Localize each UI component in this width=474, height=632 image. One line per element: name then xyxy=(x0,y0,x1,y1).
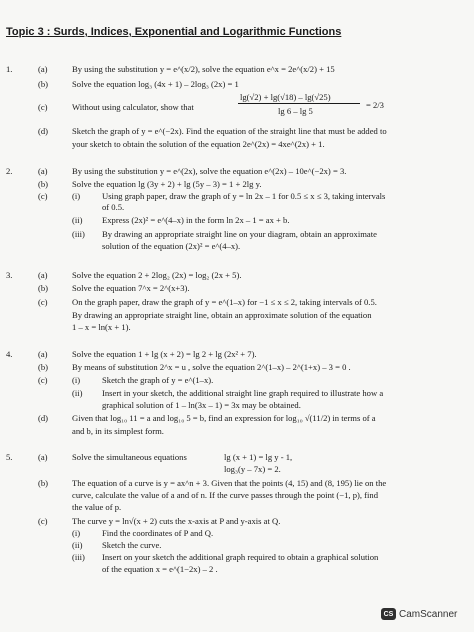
q2b-text: Solve the equation lg (3y + 2) + lg (5y – 3) = 1 + 2lg y. xyxy=(72,179,262,189)
q4d-text-line1: Given that log₁₀ 11 = a and log₁₀ 5 = b, find an expression for log₁₀ √(11/2) in terms of a xyxy=(72,413,376,423)
q5cii-text: Sketch the curve. xyxy=(102,540,162,550)
q3c-text-line3: 1 – x = ln(x + 1). xyxy=(72,322,131,332)
q5c-text: The curve y = ln√(x + 2) cuts the x-axis at P and y-axis at Q. xyxy=(72,516,281,526)
q2ci-label: (i) xyxy=(72,191,81,201)
q5cii-label: (ii) xyxy=(72,540,83,550)
q5a-text: Solve the simultaneous equations xyxy=(72,452,187,462)
q4cii-label: (ii) xyxy=(72,388,83,398)
q4a-text: Solve the equation 1 + lg (x + 2) = lg 2 + lg (2x² + 7). xyxy=(72,349,257,359)
q5ci-text: Find the coordinates of P and Q. xyxy=(102,528,214,538)
camscanner-text: CamScanner xyxy=(399,608,458,620)
q5ciii-text-line1: Insert on your sketch the additional graph required to obtain a graphical solution xyxy=(102,552,379,562)
q5b-text-line3: the value of p. xyxy=(72,502,122,512)
q2cii-label: (ii) xyxy=(72,215,83,225)
q1a-label: (a) xyxy=(38,64,48,74)
q5a-equation-1: lg (x + 1) = lg y - 1, xyxy=(224,452,293,462)
q5ciii-label: (iii) xyxy=(72,552,85,562)
q2ci-text-line2: of 0.5. xyxy=(102,202,125,212)
q5-number: 5. xyxy=(6,452,13,462)
q4b-text: By means of substitution 2^x = u , solve the equation 2^(1–x) – 2^(1+x) – 3 = 0 . xyxy=(72,362,351,372)
q1-number: 1. xyxy=(6,64,13,74)
q2c-label: (c) xyxy=(38,191,48,201)
q5a-label: (a) xyxy=(38,452,48,462)
q1c-label: (c) xyxy=(38,102,48,112)
q1c-denominator: lg 6 – lg 5 xyxy=(278,106,313,116)
q2ci-text-line1: Using graph paper, draw the graph of y = ln 2x – 1 for 0.5 ≤ x ≤ 3, taking intervals xyxy=(102,191,386,201)
q4-number: 4. xyxy=(6,349,13,359)
q5b-text-line1: The equation of a curve is y = ax^n + 3. Given that the points (4, 15) and (8, 195) lie on the xyxy=(72,478,387,488)
camscanner-logo-icon: CS xyxy=(381,608,396,620)
q1b-label: (b) xyxy=(38,79,49,89)
q5b-text-line2: curve, calculate the value of a and of n. If the curve passes through the point (−1, p), find xyxy=(72,490,378,500)
q1c-numerator: lg(√2) + lg(√18) – lg(√25) xyxy=(240,92,331,102)
q4b-label: (b) xyxy=(38,362,49,372)
q3a-text: Solve the equation 2 + 2log₂ (2x) = log₂ (2x + 5). xyxy=(72,270,242,280)
q3b-label: (b) xyxy=(38,283,49,293)
q5c-label: (c) xyxy=(38,516,48,526)
q3c-label: (c) xyxy=(38,297,48,307)
q1c-fraction-bar xyxy=(238,103,360,104)
q5a-equation-2: log₃(y – 7x) = 2. xyxy=(224,464,281,474)
q3c-text-line2: By drawing an appropriate straight line, obtain an approximate solution of the equation xyxy=(72,310,372,320)
q1b-text: Solve the equation log₃ (4x + 1) – 2log₃ (2x) = 1 xyxy=(72,79,239,89)
q1a-text: By using the substitution y = e^(x/2), solve the equation e^x = 2e^(x/2) + 15 xyxy=(72,64,335,74)
q3c-text-line1: On the graph paper, draw the graph of y = e^(1–x) for −1 ≤ x ≤ 2, taking intervals of 0.5. xyxy=(72,297,377,307)
q4d-label: (d) xyxy=(38,413,49,423)
q3b-text: Solve the equation 7^x = 2^(x+3). xyxy=(72,283,190,293)
q2ciii-label: (iii) xyxy=(72,229,85,239)
q2a-label: (a) xyxy=(38,166,48,176)
q2b-label: (b) xyxy=(38,179,49,189)
q2cii-text: Express (2x)² = e^(4–x) in the form ln 2x – 1 = ax + b. xyxy=(102,215,290,225)
q2-number: 2. xyxy=(6,166,13,176)
camscanner-watermark xyxy=(381,608,457,620)
q1d-text-line1: Sketch the graph of y = e^(−2x). Find the equation of the straight line that must be added to xyxy=(72,126,387,136)
q1c-rhs: = 2/3 xyxy=(366,100,384,110)
q1c-text: Without using calculator, show that xyxy=(72,102,194,112)
q4cii-text-line1: Insert in your sketch, the additional straight line graph required to illustrate how a xyxy=(102,388,384,398)
q4c-label: (c) xyxy=(38,375,48,385)
page-title: Topic 3 : Surds, Indices, Exponential and Logarithmic Functions xyxy=(6,26,342,38)
q4ci-label: (i) xyxy=(72,375,81,385)
q4a-label: (a) xyxy=(38,349,48,359)
q2a-text: By using the substitution y = e^(2x), solve the equation e^(2x) – 10e^(−2x) = 3. xyxy=(72,166,347,176)
q1d-label: (d) xyxy=(38,126,49,136)
q4d-text-line2: and b, in its simplest form. xyxy=(72,426,164,436)
q5ci-label: (i) xyxy=(72,528,81,538)
q4ci-text: Sketch the graph of y = e^(1–x). xyxy=(102,375,214,385)
q2ciii-text-line2: solution of the equation (2x)² = e^(4–x). xyxy=(102,241,241,251)
q4cii-text-line2: graphical solution of 1 – ln(3x – 1) = 3x may be obtained. xyxy=(102,400,301,410)
q3-number: 3. xyxy=(6,270,13,280)
q5ciii-text-line2: of the equation x = e^(1−2x) – 2 . xyxy=(102,564,218,574)
q2ciii-text-line1: By drawing an appropriate straight line on your diagram, obtain an approximate xyxy=(102,229,377,239)
q1d-text-line2: your sketch to obtain the solution of the equation 2e^(2x) = 4xe^(2x) + 1. xyxy=(72,139,325,149)
q5b-label: (b) xyxy=(38,478,49,488)
q3a-label: (a) xyxy=(38,270,48,280)
